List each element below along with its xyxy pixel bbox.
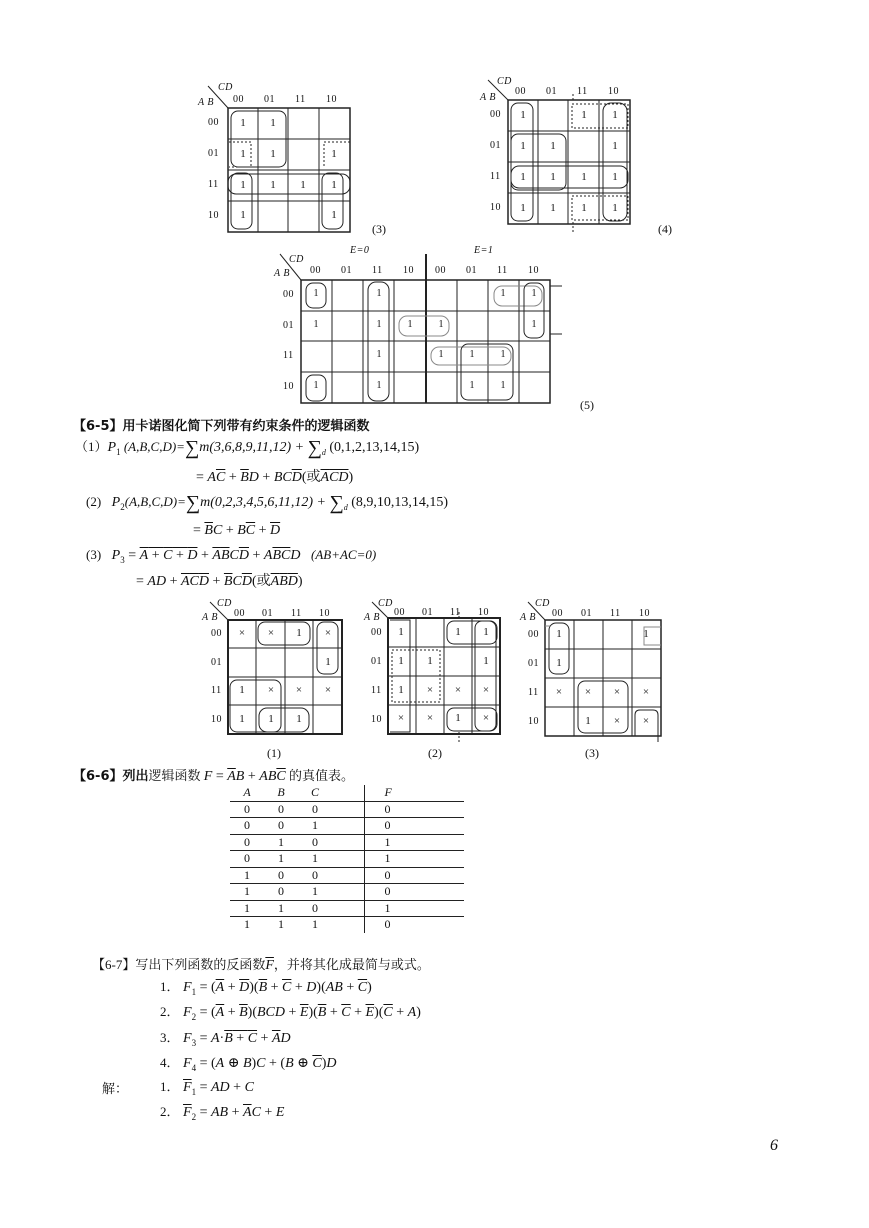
kmap-6-5-1-cell: 1 (268, 713, 274, 725)
kmap-6-5-2-cell: 1 (398, 655, 404, 667)
kmap-6-5-3-row-label: 00 (528, 629, 539, 640)
kmap-6-5-1-cell: × (295, 684, 303, 696)
kmap-4-caption: (4) (658, 222, 672, 236)
kmap-4-cell: 1 (550, 171, 556, 183)
section-6-6-heading-text: 逻辑函数 (148, 768, 201, 783)
kmap-4-cell: 1 (581, 109, 587, 121)
table-cell: 1 (364, 834, 464, 851)
table-row (230, 917, 464, 933)
table-cell: 1 (278, 834, 284, 849)
kmap-6-5-1-caption: (1) (267, 746, 281, 760)
table-cell: 0 (312, 900, 318, 915)
truth-table-col-header: A (243, 785, 251, 800)
kmap-6-5-2-row-label: 11 (371, 685, 382, 696)
item-number: 2． (160, 1104, 180, 1119)
kmap-4-row-label: 10 (490, 202, 501, 213)
kmap-5-cell: 1 (500, 380, 506, 391)
kmap-6-5-1-col-label: 01 (262, 608, 273, 619)
kmap-6-5-2-cell: 1 (483, 655, 489, 667)
kmap-5-row-label: 01 (283, 320, 294, 331)
p1-equation (75, 436, 419, 460)
truth-table-col-header: C (310, 785, 319, 800)
kmap-6-5-1-cell: 1 (296, 713, 302, 725)
kmap-5-col-label: 00 (310, 265, 321, 276)
item-1: 1． $F_1 = (\overline{A} + \overline{D})(\overline{B} + \overline{C} + D)(AB + \overline{C})$ (160, 979, 372, 997)
table-cell: 1 (364, 851, 464, 868)
kmap-5-e1-label: E=1 (474, 245, 494, 256)
kmap-6-5-3-cd-label: CD (535, 598, 550, 609)
table-row (230, 818, 464, 835)
kmap-5-cell: 1 (469, 380, 475, 391)
kmap-5-row-label: 11 (283, 350, 294, 361)
kmap-6-5-2 (362, 598, 512, 766)
kmap-6-5-3-row-label: 01 (528, 658, 539, 669)
kmap-6-5-1-row-label: 11 (211, 685, 222, 696)
p3-constraint: (AB+AC=0) (310, 547, 377, 562)
kmap-4-cell: 1 (612, 140, 618, 152)
truth-table-header (230, 785, 464, 801)
table-cell: 1 (244, 867, 250, 882)
p2-dontcares: (8,9,10,13,14,15) (351, 495, 449, 510)
p1-dontcares: (0,1,2,13,14,15) (329, 440, 420, 455)
kmap-6-5-2-col-label: 11 (450, 607, 461, 618)
kmap-4-cell: 1 (550, 140, 556, 152)
kmap-5-cell: 1 (313, 380, 319, 391)
kmap-5-ab-label: A B (274, 268, 291, 279)
kmap-3-col-label: 01 (264, 94, 275, 105)
kmap-6-5-3-cell: × (613, 686, 621, 698)
kmap-6-5-2-cell: 1 (427, 655, 433, 667)
kmap-6-5-3-caption: (3) (585, 746, 599, 760)
table-cell: 0 (244, 851, 250, 866)
kmap-6-5-2-row-label: 00 (371, 627, 382, 638)
table-row (230, 801, 464, 818)
kmap-3-col-label: 11 (295, 94, 306, 105)
kmap-6-5-2-cell: 1 (455, 712, 461, 724)
kmap-6-5-3-cell: × (642, 686, 650, 698)
kmap-5-cell: 1 (531, 288, 537, 299)
sum-symbol: ∑ (184, 437, 200, 459)
kmap-3-caption: (3) (372, 222, 386, 236)
kmap-3-cell: 1 (331, 179, 337, 191)
or-word: 或 (256, 574, 271, 589)
kmap-6-5-2-cell: × (454, 684, 462, 696)
kmap-6-5-2-cd-label: CD (378, 598, 393, 609)
kmap-5-cell: 1 (500, 288, 506, 299)
kmap-6-5-3-cell: × (555, 686, 563, 698)
kmap-5-cell: 1 (376, 349, 382, 360)
p1-number: （1） (75, 439, 108, 454)
kmap-6-5-1-row-label: 10 (211, 714, 222, 725)
kmap-5-e0-label: E=0 (350, 245, 370, 256)
item-number: 1． (160, 979, 180, 994)
kmap-3-cell: 1 (270, 148, 276, 160)
kmap-4-cell: 1 (520, 171, 526, 183)
kmap-3-cell: 1 (240, 148, 246, 160)
kmap-5-cell: 1 (531, 319, 537, 330)
kmap-5-col-label: 01 (466, 265, 477, 276)
table-cell: 0 (364, 801, 464, 818)
kmap-5-row-label: 10 (283, 381, 294, 392)
section-6-7-heading-suffix: ，并将其化成最简与或式。 (273, 957, 430, 972)
table-row (230, 851, 464, 868)
kmap-6-5-1-col-label: 11 (291, 608, 302, 619)
kmap-6-5-2-caption: (2) (428, 746, 442, 760)
table-cell: 1 (312, 851, 318, 866)
p3-number: (3) (86, 547, 102, 562)
kmap-5-col-label: 11 (372, 265, 383, 276)
kmap-3-col-label: 10 (326, 94, 337, 105)
kmap-6-5-3-ab-label: A B (520, 612, 537, 623)
kmap-4-ab-label: A B (480, 92, 497, 103)
kmap-6-5-3-col-label: 11 (610, 608, 621, 619)
kmap-6-5-1-cell: 1 (239, 713, 245, 725)
table-cell: 1 (312, 884, 318, 899)
kmap-6-5-2-row-label: 10 (371, 714, 382, 725)
sum-symbol: ∑ (329, 492, 344, 514)
kmap-6-5-1-cell: 1 (296, 627, 302, 639)
kmap-6-5-2-col-label: 01 (422, 607, 433, 618)
section-6-7-heading: 【6-7】写出下列函数的反函数$\overline{F}$，并将其化成最简与或式。 (92, 957, 430, 973)
p1-args: (A,B,C,D)= (120, 439, 185, 454)
kmap-4-cell: 1 (581, 171, 587, 183)
kmap-6-5-2-row-label: 01 (371, 656, 382, 667)
kmap-4-cell: 1 (612, 109, 618, 121)
kmap-3-cell: 1 (240, 179, 246, 191)
table-cell: 0 (312, 801, 318, 816)
kmap-6-5-1-cell: × (267, 627, 275, 639)
kmap-6-5-1-cell: × (324, 627, 332, 639)
kmap-4-row-label: 01 (490, 140, 501, 151)
item-number: 3． (160, 1030, 180, 1045)
kmap-6-5-3-row-label: 11 (528, 687, 539, 698)
kmap-4-col-label: 00 (515, 86, 526, 97)
kmap-6-5-1-cell: 1 (325, 656, 331, 668)
kmap-5-cell: 1 (313, 319, 319, 330)
table-cell: 0 (244, 834, 250, 849)
solution-1: 1． $\overline{F}_1$ = AD + C (160, 1079, 254, 1097)
kmap-3 (196, 80, 396, 240)
kmap-6-5-3-col-label: 10 (639, 608, 650, 619)
table-row (230, 834, 464, 851)
table-cell: 0 (244, 818, 250, 833)
kmap-5-cell: 1 (376, 319, 382, 330)
p2-number: (2) (86, 494, 102, 509)
kmap-4-cd-label: CD (497, 76, 512, 87)
kmap-3-row-label: 00 (208, 117, 219, 128)
kmap-6-5-3-col-label: 01 (581, 608, 592, 619)
kmap-6-5-3 (518, 598, 678, 766)
table-cell: 0 (278, 884, 284, 899)
p2-args: (A,B,C,D)= (124, 494, 186, 509)
section-6-7-heading-text: 【6-7】写出下列函数的反函数 (92, 957, 266, 972)
kmap-3-cell: 1 (331, 209, 337, 221)
table-cell: 1 (364, 900, 464, 917)
kmap-3-cell: 1 (270, 179, 276, 191)
table-cell: 0 (364, 818, 464, 835)
kmap-5-col-label: 10 (403, 265, 414, 276)
kmap-6-5-1-cell: 1 (239, 684, 245, 696)
kmap-5-cell: 1 (407, 319, 413, 330)
page-number: 6 (770, 1137, 778, 1154)
kmap-5-cell: 1 (500, 349, 506, 360)
p1-result: = $A\overline{C} + \overline{B}D + BC\overline{D}$(或$\overline{A}\overline{CD}$) (196, 470, 354, 485)
or-word: 或 (306, 470, 321, 485)
table-cell: 0 (364, 884, 464, 901)
kmap-3-cell: 1 (300, 179, 306, 191)
kmap-6-5-2-grid (362, 598, 512, 766)
kmap-5-col-label: 11 (497, 265, 508, 276)
p1-minterms: m(3,6,8,9,11,12) + (199, 440, 308, 455)
kmap-3-cell: 1 (331, 148, 337, 160)
section-6-6-heading-suffix: 的真值表。 (285, 768, 354, 783)
p3-equation: (3) $P_3 = A + C + D + \overline{A}\overline{B}C\overline{D} + A\overline{B}\overline{C}D$ (AB+AC=0) (86, 547, 377, 565)
table-cell: 0 (278, 801, 284, 816)
kmap-6-5-3-cell: × (642, 715, 650, 727)
solution-2: 2． $\overline{F}_2$ = AB + $\overline{A}C + E$ (160, 1104, 285, 1122)
kmap-3-row-label: 01 (208, 148, 219, 159)
kmap-5-col-label: 00 (435, 265, 446, 276)
kmap-4-cell: 1 (612, 202, 618, 214)
kmap-6-5-2-cell: 1 (398, 684, 404, 696)
sum-symbol: ∑ (185, 492, 201, 514)
section-6-6-heading-prefix: 【6-6】列出 (73, 769, 149, 784)
truth-table (230, 785, 464, 933)
kmap-5-cell: 1 (376, 288, 382, 299)
kmap-6-5-1-cell: × (238, 627, 246, 639)
kmap-6-5-2-col-label: 10 (478, 607, 489, 618)
truth-table-col-header: B (277, 785, 285, 800)
kmap-6-5-1-row-label: 01 (211, 657, 222, 668)
solution-label: 解： (102, 1081, 129, 1096)
kmap-6-5-3-col-label: 00 (552, 608, 563, 619)
item-4: 4． $F_4 = (A$ ⊕ B)C + (B ⊕ $\overline{C})D$ (160, 1055, 337, 1073)
kmap-4-cell: 1 (550, 202, 556, 214)
kmap-5-cell: 1 (438, 349, 444, 360)
dontcare-sub: d (321, 447, 326, 457)
table-cell: 0 (312, 834, 318, 849)
kmap-6-5-3-grid (518, 598, 678, 766)
kmap-5-caption: (5) (580, 398, 594, 412)
dontcare-sub: d (343, 502, 348, 512)
kmap-6-5-2-cell: × (482, 712, 490, 724)
kmap-6-5-2-cell: 1 (398, 626, 404, 638)
table-cell: 1 (244, 917, 250, 932)
kmap-3-row-label: 11 (208, 179, 219, 190)
kmap-6-5-1-cd-label: CD (217, 598, 232, 609)
kmap-4-cell: 1 (520, 202, 526, 214)
kmap-4-cell: 1 (520, 140, 526, 152)
p2-sub: 2 (120, 501, 125, 512)
table-cell: 1 (278, 917, 284, 932)
item-2: 2． $F_2 = (\overline{A} + \overline{B})(BCD + \overline{E})(\overline{B} + \overline{C} + \overline{E})(\overline{C} + A)$ (160, 1004, 421, 1022)
kmap-3-ab-label: A B (198, 97, 215, 108)
kmap-6-5-3-cell: 1 (585, 715, 591, 727)
section-6-6-heading: 【6-6】列出逻辑函数 $F = \overline{A}B + AB\overline{C}$ 的真值表。 (73, 768, 354, 784)
kmap-6-5-2-cell: × (426, 684, 434, 696)
kmap-5-col-label: 10 (528, 265, 539, 276)
p1-sub: 1 (116, 446, 121, 457)
kmap-6-5-2-col-label: 00 (394, 607, 405, 618)
kmap-3-cell: 1 (270, 117, 276, 129)
kmap-5-col-label: 01 (341, 265, 352, 276)
table-cell: 1 (278, 851, 284, 866)
sum-symbol: ∑ (307, 437, 322, 459)
kmap-6-5-3-cell: 1 (556, 628, 562, 640)
truth-table-col-header: F (364, 785, 464, 801)
table-cell: 0 (278, 818, 284, 833)
kmap-6-5-2-cell: × (482, 684, 490, 696)
kmap-5-cd-label: CD (289, 254, 304, 265)
kmap-6-5-3-row-label: 10 (528, 716, 539, 727)
kmap-6-5-1-cell: × (267, 684, 275, 696)
kmap-4-col-label: 01 (546, 86, 557, 97)
table-cell: 0 (312, 867, 318, 882)
section-6-5-heading: 【6-5】用卡诺图化简下列带有约束条件的逻辑函数 (73, 419, 370, 434)
kmap-6-5-1-grid (200, 598, 350, 766)
p2-minterms: m(0,2,3,4,5,6,11,12) + (200, 495, 330, 510)
kmap-6-5-2-cell: 1 (483, 626, 489, 638)
table-cell: 0 (364, 867, 464, 884)
table-cell: 0 (278, 867, 284, 882)
kmap-6-5-2-cell: × (426, 712, 434, 724)
table-cell: 1 (244, 900, 250, 915)
kmap-4-row-label: 11 (490, 171, 501, 182)
item-number: 1． (160, 1079, 180, 1094)
kmap-6-5-2-cell: × (397, 712, 405, 724)
kmap-5 (270, 244, 610, 416)
table-cell: 0 (244, 801, 250, 816)
kmap-4-cell: 1 (612, 171, 618, 183)
kmap-6-5-2-ab-label: A B (364, 612, 381, 623)
p2-symbol: P (111, 495, 121, 510)
kmap-4-cell: 1 (520, 109, 526, 121)
kmap-6-5-3-cell: × (613, 715, 621, 727)
kmap-6-5-1-col-label: 00 (234, 608, 245, 619)
kmap-6-5-3-cell: × (584, 686, 592, 698)
kmap-6-5-3-cell: 1 (643, 628, 649, 640)
item-number: 2． (160, 1004, 180, 1019)
kmap-4-grid (478, 76, 688, 240)
kmap-4-row-label: 00 (490, 109, 501, 120)
p2-result: = $\overline{B}C + B\overline{C} + \overline{D}$ (193, 523, 281, 538)
kmap-5-row-label: 00 (283, 289, 294, 300)
p1-symbol: P (107, 440, 117, 455)
kmap-5-cell: 1 (376, 380, 382, 391)
kmap-5-cell: 1 (469, 349, 475, 360)
table-row (230, 867, 464, 884)
table-cell: 1 (312, 818, 318, 833)
kmap-3-col-label: 00 (233, 94, 244, 105)
kmap-5-cell: 1 (313, 288, 319, 299)
kmap-6-5-1-row-label: 00 (211, 628, 222, 639)
table-cell: 1 (312, 917, 318, 932)
table-cell: 0 (364, 917, 464, 933)
kmap-3-cell: 1 (240, 209, 246, 221)
p3-result: = AD + $\overline{A}\overline{C}\overline{D} + \overline{B}C\overline{D}$(或$\overline{A}\overline{B}\overline{D}$) (136, 574, 303, 589)
table-cell: 1 (244, 884, 250, 899)
kmap-6-5-1-col-label: 10 (319, 608, 330, 619)
kmap-6-5-1-ab-label: A B (202, 612, 219, 623)
p2-equation (86, 492, 448, 515)
kmap-6-5-1 (200, 598, 350, 766)
kmap-3-row-label: 10 (208, 210, 219, 221)
kmap-4-col-label: 10 (608, 86, 619, 97)
table-row (230, 884, 464, 901)
table-row (230, 900, 464, 917)
kmap-3-cell: 1 (240, 117, 246, 129)
kmap-6-5-1-cell: × (324, 684, 332, 696)
kmap-4-cell: 1 (581, 202, 587, 214)
kmap-5-cell: 1 (438, 319, 444, 330)
table-cell: 1 (278, 900, 284, 915)
kmap-6-5-2-cell: 1 (455, 626, 461, 638)
kmap-6-5-3-cell: 1 (556, 657, 562, 669)
kmap-4 (478, 76, 688, 240)
item-3: 3． $F_3 = A\cdot B + C + \overline{A}D$ (160, 1030, 291, 1048)
kmap-3-cd-label: CD (218, 82, 233, 93)
kmap-4-col-label: 11 (577, 86, 588, 97)
item-number: 4． (160, 1055, 180, 1070)
